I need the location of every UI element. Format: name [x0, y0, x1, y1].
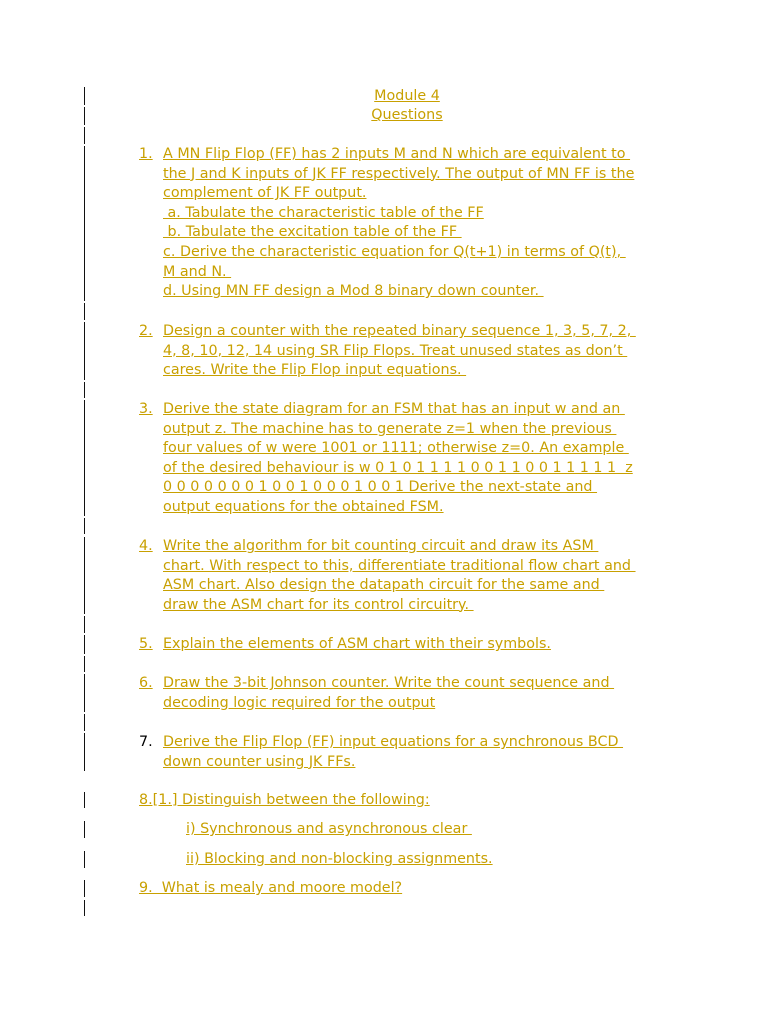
question-number: 4.	[139, 538, 153, 554]
question-text-line: four values of w were 1001 or 1111; otherwise z=0. An example	[163, 440, 629, 457]
question-text-line: Explain the elements of ASM chart with their symbols.	[163, 636, 551, 652]
question-text-line: output z. The machine has to generate z=1 when the previous	[163, 420, 617, 437]
change-bar	[84, 635, 85, 654]
question-3	[139, 400, 633, 518]
question-9: 9. What is mealy and moore model?	[139, 880, 403, 896]
question-text-line: 0 0 0 0 0 0 0 1 0 0 1 0 0 0 1 0 0 1 Derive the next-state and	[163, 479, 598, 496]
question-text-line: Design a counter with the repeated binary sequence 1, 3, 5, 7, 2,	[163, 323, 636, 339]
question-text-line: the J and K inputs of JK FF respectively. The output of MN FF is the	[163, 165, 635, 182]
question-text-line: ASM chart. Also design the datapath circuit for the same and	[163, 577, 605, 594]
change-bar	[84, 792, 85, 808]
question-8-lead: 8.[1.] Distinguish between the following:	[139, 792, 430, 808]
question-6	[139, 674, 614, 713]
change-bar	[84, 674, 85, 712]
change-bar	[84, 616, 85, 633]
change-bar	[84, 518, 85, 534]
question-8-item: ii) Blocking and non-blocking assignments.	[186, 851, 493, 867]
change-bar	[84, 322, 85, 380]
question-text-line: down counter using JK FFs.	[163, 753, 356, 770]
question-number: 7.	[139, 734, 153, 750]
question-4	[139, 537, 636, 615]
question-text-line: output equations for the obtained FSM.	[163, 498, 444, 515]
question-text-line: a. Tabulate the characteristic table of the FF	[163, 204, 484, 221]
question-text-line: 4, 8, 10, 12, 14 using SR Flip Flops. Treat unused states as don’t	[163, 342, 628, 359]
questions-heading: Questions	[371, 107, 443, 123]
question-text-line: A MN Flip Flop (FF) has 2 inputs M and N which are equivalent to	[163, 146, 631, 162]
change-bar	[84, 400, 85, 516]
change-bar	[84, 303, 85, 320]
question-number: 5.	[139, 636, 153, 652]
question-text-line: cares. Write the Flip Flop input equations.	[163, 362, 467, 379]
question-text-line: Derive the Flip Flop (FF) input equations for a synchronous BCD	[163, 734, 624, 750]
change-bar	[84, 656, 85, 672]
module-title: Module 4	[374, 88, 440, 104]
question-text-line: Draw the 3-bit Johnson counter. Write the count sequence and	[163, 675, 615, 691]
question-text-line: M and N.	[163, 263, 232, 280]
question-text-line: draw the ASM chart for its control circuitry.	[163, 596, 474, 613]
change-bar	[84, 714, 85, 731]
question-7	[139, 733, 623, 772]
question-text-line: chart. With respect to this, differentiate traditional flow chart and	[163, 557, 636, 574]
change-bar	[84, 733, 85, 771]
question-text-line: Write the algorithm for bit counting circuit and draw its ASM	[163, 538, 599, 554]
question-text-line: d. Using MN FF design a Mod 8 binary down counter.	[163, 283, 544, 300]
question-number: 2.	[139, 323, 153, 339]
question-number: 6.	[139, 675, 153, 691]
question-text-line: b. Tabulate the excitation table of the FF	[163, 224, 462, 241]
change-bar	[84, 851, 85, 868]
question-number: 1.	[139, 146, 153, 162]
change-bar	[84, 821, 85, 838]
question-5	[139, 635, 551, 655]
change-bar	[84, 880, 85, 897]
question-text-line: of the desired behaviour is w 0 1 0 1 1 1 1 0 0 1 1 0 0 1 1 1 1 1 z	[163, 459, 633, 476]
question-text-line: c. Derive the characteristic equation for Q(t+1) in terms of Q(t),	[163, 243, 626, 260]
change-bar	[84, 900, 85, 916]
change-bar	[84, 146, 85, 301]
question-text-line: Derive the state diagram for an FSM that has an input w and an	[163, 401, 625, 417]
change-bar	[84, 127, 85, 144]
question-1	[139, 145, 634, 302]
question-8-item: i) Synchronous and asynchronous clear	[186, 821, 472, 837]
question-text-line: decoding logic required for the output	[163, 694, 436, 711]
change-bar	[84, 537, 85, 614]
question-2	[139, 322, 636, 381]
question-text-line: complement of JK FF output.	[163, 185, 367, 202]
change-bar	[84, 382, 85, 398]
question-number: 3.	[139, 401, 153, 417]
